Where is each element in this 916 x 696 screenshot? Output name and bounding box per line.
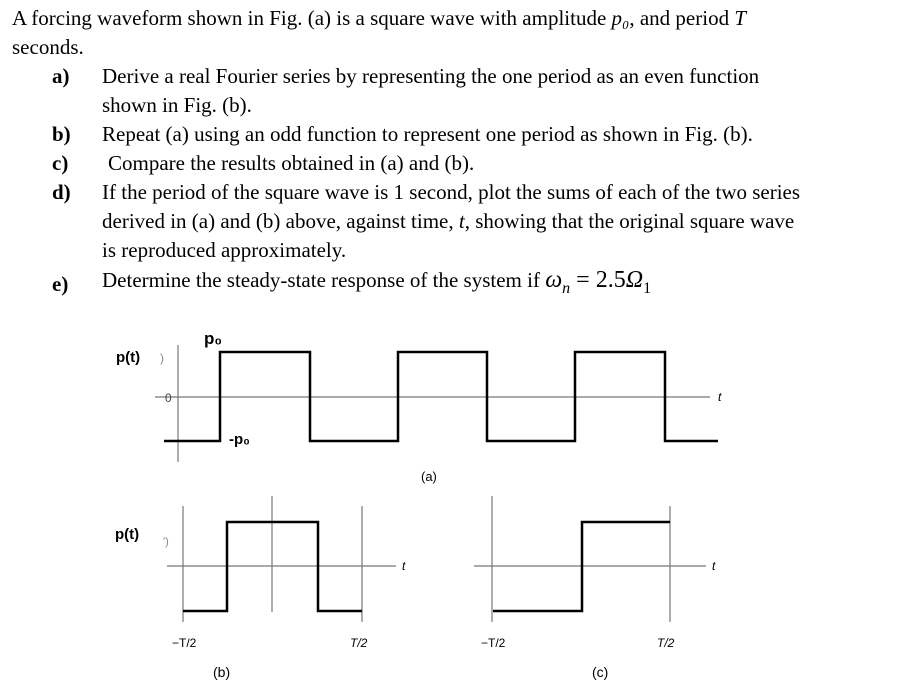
amplitude-symbol: p₀: [611, 6, 630, 30]
item-e-text: Determine the steady-state response of the system if $\omega_n = 2.5\Omega_1$: [102, 267, 652, 297]
item-e-label: e): [52, 272, 69, 296]
figure-c: [474, 496, 716, 680]
fig-a-caption: (a): [421, 469, 437, 484]
fig-a-ylabel: p(t): [116, 349, 141, 366]
figure-b: [115, 496, 406, 680]
item-b-label: b): [52, 122, 71, 146]
fig-c-left-tick-label: −T/2: [481, 636, 506, 650]
item-c-text: Compare the results obtained in (a) and (b).: [108, 151, 475, 175]
fig-b-paren: '): [163, 536, 169, 548]
item-d-text: If the period of the square wave is 1 second, plot the sums of each of the two series derived in (a) and (b) above, against time, t, showing that the original square wave is reproduced approximately.: [102, 180, 801, 262]
item-d-label: d): [52, 180, 71, 204]
steady-state-equation: $\omega_n = 2.5\Omega_1$: [545, 267, 652, 297]
item-c-label: c): [52, 151, 69, 175]
fig-b-t-label: t: [402, 559, 406, 573]
fig-a-t-label: t: [718, 390, 722, 404]
item-b-text: Repeat (a) using an odd function to represent one period as shown in Fig. (b).: [102, 122, 753, 146]
fig-b-ylabel: p(t): [115, 526, 140, 543]
fig-a-positive-amplitude: p₀: [204, 329, 223, 348]
fig-a-zero-label: 0: [165, 391, 172, 405]
fig-a-negative-amplitude: -p₀: [229, 431, 250, 448]
fig-a-paren: ): [160, 351, 164, 365]
item-a-label: a): [52, 64, 70, 88]
fig-c-caption: (c): [592, 664, 609, 680]
fig-b-caption: (b): [213, 664, 231, 680]
item-a-text: Derive a real Fourier series by representing the one period as an even function shown in Fig. (b).: [102, 64, 760, 117]
fig-b-left-tick-label: −T/2: [172, 636, 197, 650]
fig-b-right-tick-label: T/2: [350, 636, 368, 650]
fig-c-right-tick-label: T/2: [657, 636, 675, 650]
fig-c-t-label: t: [712, 559, 716, 573]
problem-intro: A forcing waveform shown in Fig. (a) is a square wave with amplitude p₀, and period T seconds.: [12, 6, 747, 59]
period-symbol: T: [734, 6, 747, 30]
figure-a: [116, 329, 722, 484]
